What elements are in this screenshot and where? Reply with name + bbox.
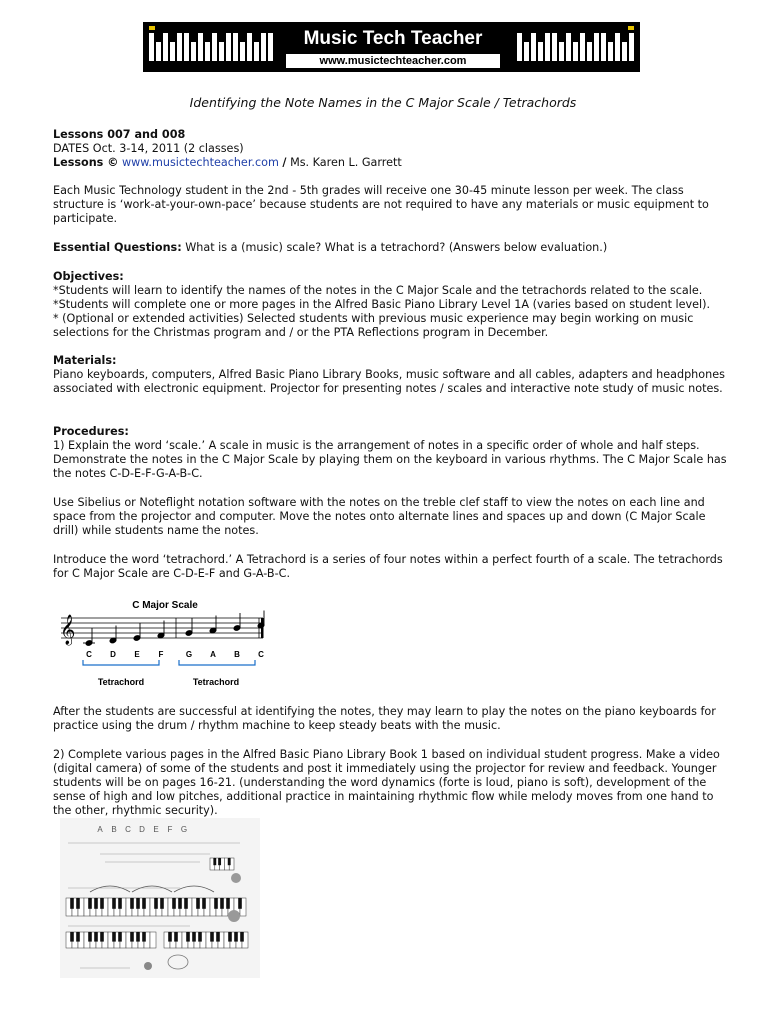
essential-label: Essential Questions: (53, 241, 182, 254)
credit-label: Lessons © (53, 156, 119, 169)
workbook-page-image (60, 818, 260, 978)
lesson-dates: DATES Oct. 3-14, 2011 (2 classes) (53, 142, 244, 155)
note-letter: D (110, 650, 116, 659)
materials-heading: Materials: (53, 354, 117, 367)
site-banner (143, 22, 640, 72)
piano-keys-right-icon (517, 33, 634, 61)
workbook-letter: C (125, 825, 131, 834)
materials-text: Piano keyboards, computers, Alfred Basic Piano Library Books, music software and all cables, adapters and headphones associated with electronic equipment. Projector for presenting notes / scales and interactive note study of music notes. (53, 368, 725, 395)
procedure-step-2: 2) Complete various pages in the Alfred Basic Piano Library Book 1 based on individual student progress. Make a video (digital camera) of some of the students and post it immediately using the projector for review and feedback. Younger students will be on pages 16-21. (understanding the word dynamics (forte is loud, piano is soft), development of the sense of high and low pitches, additional practice in maintaining rhythmic flow while melody moves from one hand to the other, rhythmic security). (53, 748, 720, 817)
workbook-letter: A (97, 825, 103, 834)
keyboard-illustration-icon (66, 898, 246, 916)
workbook-letter: F (167, 825, 173, 834)
piano-keys-left-icon (149, 33, 273, 61)
credit-author: Ms. Karen L. Garrett (290, 156, 402, 169)
keyboard-illustration-icon (210, 858, 234, 870)
objective-item: *Students will complete one or more pages in the Alfred Basic Piano Library Level 1A (varies based on student level). (53, 298, 711, 311)
treble-clef-icon: 𝄞 (60, 615, 76, 645)
procedure-tetrachord-paragraph: Introduce the word ‘tetrachord.’ A Tetrachord is a series of four notes within a perfect fourth of a scale. The tetrachords for C Major Scale are C-D-E-F and G-A-B-C. (53, 553, 723, 580)
lesson-credit (53, 156, 733, 170)
procedures-heading: Procedures: (53, 425, 129, 438)
tetrachord-label-2: Tetrachord (192, 677, 240, 687)
keyboard-illustration-icon (66, 932, 156, 948)
essential-text: What is a (music) scale? What is a tetrachord? (Answers below evaluation.) (181, 241, 608, 254)
intro-paragraph: Each Music Technology student in the 2nd - 5th grades will receive one 30-45 minute lesson per week. The class structure is ‘work-at-your-own-pace’ because students are not required to have any materials or music equipment to participate. (53, 184, 709, 225)
procedure-notation-paragraph: Use Sibelius or Noteflight notation software with the notes on the treble clef staff to view the notes on each line and space from the projector and computer. Move the notes onto alternate lines and spaces up and down (C Major Scale drill) while students name the notes. (53, 496, 706, 537)
credit-link[interactable]: www.musictechteacher.com (122, 156, 279, 169)
lessons-number: Lessons 007 and 008 (53, 128, 186, 141)
note-letter: B (234, 650, 240, 659)
workbook-letter: E (153, 825, 159, 834)
objectives-section (53, 270, 733, 340)
procedure-practice-paragraph: After the students are successful at identifying the notes, they may learn to play the notes on the piano keyboards for practice using the drum / rhythm machine to keep steady beats with the music. (53, 705, 716, 732)
lesson-header (53, 128, 733, 170)
scale-title: C Major Scale (132, 600, 198, 611)
tetrachord-label-1: Tetrachord (97, 677, 145, 687)
objectives-heading: Objectives: (53, 270, 124, 283)
site-title: Music Tech Teacher (303, 28, 483, 49)
essential-questions (53, 241, 733, 255)
objective-item: *Students will learn to identify the names of the notes in the C Major Scale and the tetrachords related to the scale. (53, 284, 703, 297)
note-letter: A (210, 650, 216, 659)
credit-separator: / (282, 156, 287, 169)
site-url[interactable]: www.musictechteacher.com (286, 54, 500, 68)
objective-item: * (Optional or extended activities) Selected students with previous music experience may begin working on music selections for the Christmas program and / or the PTA Reflections program in December. (53, 312, 694, 339)
workbook-letter: G (180, 825, 188, 834)
materials-section (53, 354, 733, 396)
note-letter: G (185, 650, 193, 659)
procedures-section (53, 425, 733, 481)
workbook-letter: B (111, 825, 117, 834)
procedure-step-1: 1) Explain the word ‘scale.’ A scale in music is the arrangement of notes in a specific order of whole and half steps. Demonstrate the notes in the C Major Scale by playing them on the keyboard in various rhythms. The C Major Scale has the notes C-D-E-F-G-A-B-C. (53, 439, 727, 480)
c-major-scale-figure (53, 594, 273, 692)
note-letter: C (258, 650, 264, 659)
workbook-letter: D (139, 825, 145, 834)
note-letter: C (86, 650, 92, 659)
document-title: Identifying the Note Names in the C Major Scale / Tetrachords (189, 95, 577, 110)
keyboard-illustration-icon (164, 932, 248, 948)
note-letter: E (134, 650, 140, 659)
note-letter: F (158, 650, 164, 659)
